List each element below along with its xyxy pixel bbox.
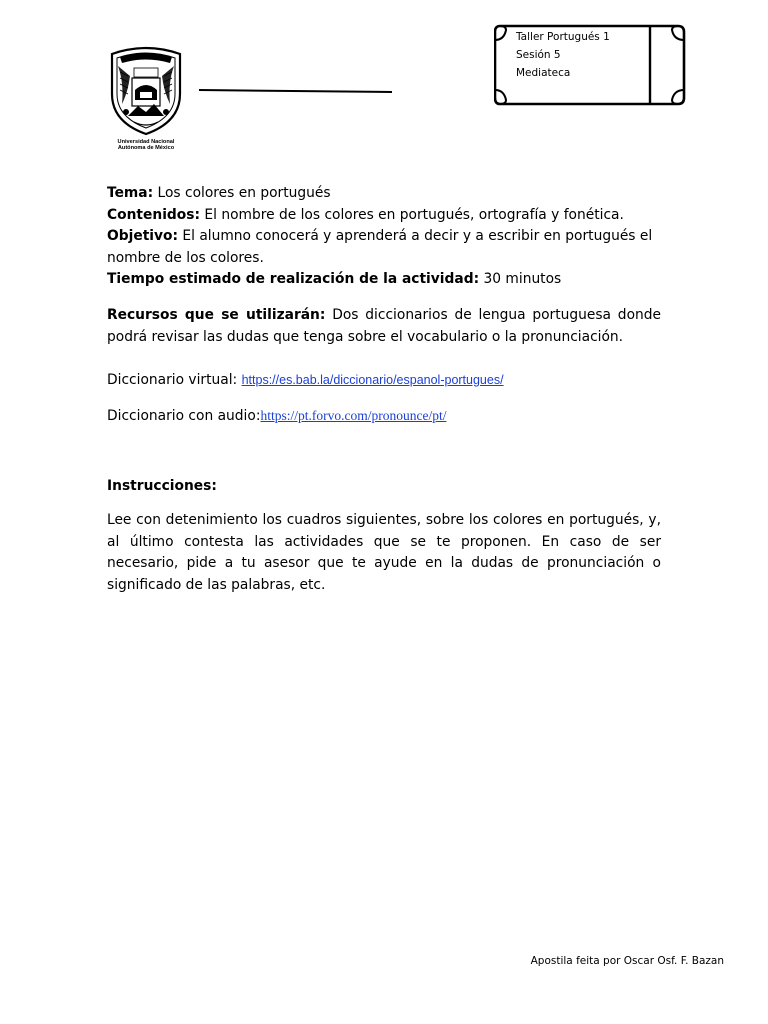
tiempo-value: 30 minutos (479, 271, 562, 287)
audio-dictionary-link[interactable]: https://pt.forvo.com/pronounce/pt/ (260, 408, 447, 423)
activity-info (107, 183, 661, 291)
objetivo-value: El alumno conocerá y aprenderá a decir y a escribir en portugués el nombre de los colores. (107, 228, 653, 266)
virtual-dictionary-link[interactable]: https://es.bab.la/diccionario/espanol-portugues/ (241, 373, 504, 387)
session-number: Sesión 5 (516, 49, 561, 61)
recursos-paragraph (107, 305, 661, 348)
university-logo (104, 42, 188, 154)
instructions-heading (107, 476, 661, 498)
recursos-value: Dos diccionarios de lengua portuguesa donde podrá revisar las dudas que tenga sobre el vocabulario o la pronunciación. (107, 307, 662, 345)
objetivo-line (107, 226, 661, 269)
header-rule (199, 89, 392, 93)
tema-line (107, 183, 661, 205)
tiempo-label: Tiempo estimado de realización de la actividad: (107, 271, 480, 287)
audio-dictionary-label: Diccionario con audio: (107, 408, 261, 424)
contenidos-label: Contenidos: (107, 206, 201, 223)
logo-caption-line1: Universidad Nacional (117, 139, 175, 145)
contenidos-value: El nombre de los colores en portugués, ortografía y fonética. (200, 206, 624, 223)
unam-crest-icon (104, 42, 188, 138)
audio-dictionary-line (107, 405, 661, 428)
objetivo-label: Objetivo: (107, 228, 179, 244)
logo-caption-line2: Autónoma de México (117, 145, 175, 151)
course-label-box (494, 24, 686, 106)
virtual-dictionary-label: Diccionario virtual: (107, 372, 242, 388)
section-name: Mediateca (516, 67, 571, 79)
tema-value: Los colores en portugués (153, 185, 331, 201)
instructions-heading-text: Instrucciones: (107, 478, 217, 494)
course-name: Taller Portugués 1 (516, 31, 610, 43)
virtual-dictionary-line (107, 370, 661, 392)
footer-credit: Apostila feita por Oscar Osf. F. Bazan (530, 955, 724, 967)
contenidos-line (107, 205, 661, 227)
recursos-label: Recursos que se utilizarán: (107, 307, 326, 323)
tema-label: Tema: (107, 185, 154, 201)
tiempo-line (107, 269, 661, 291)
instructions-body: Lee con detenimiento los cuadros siguientes, sobre los colores en portugués, y, al último contesta las actividades que se te proponen. En caso de ser necesario, pide a tu asesor que te ayude en la dudas de pronunciación o significado de las palabras, etc. (107, 512, 661, 593)
